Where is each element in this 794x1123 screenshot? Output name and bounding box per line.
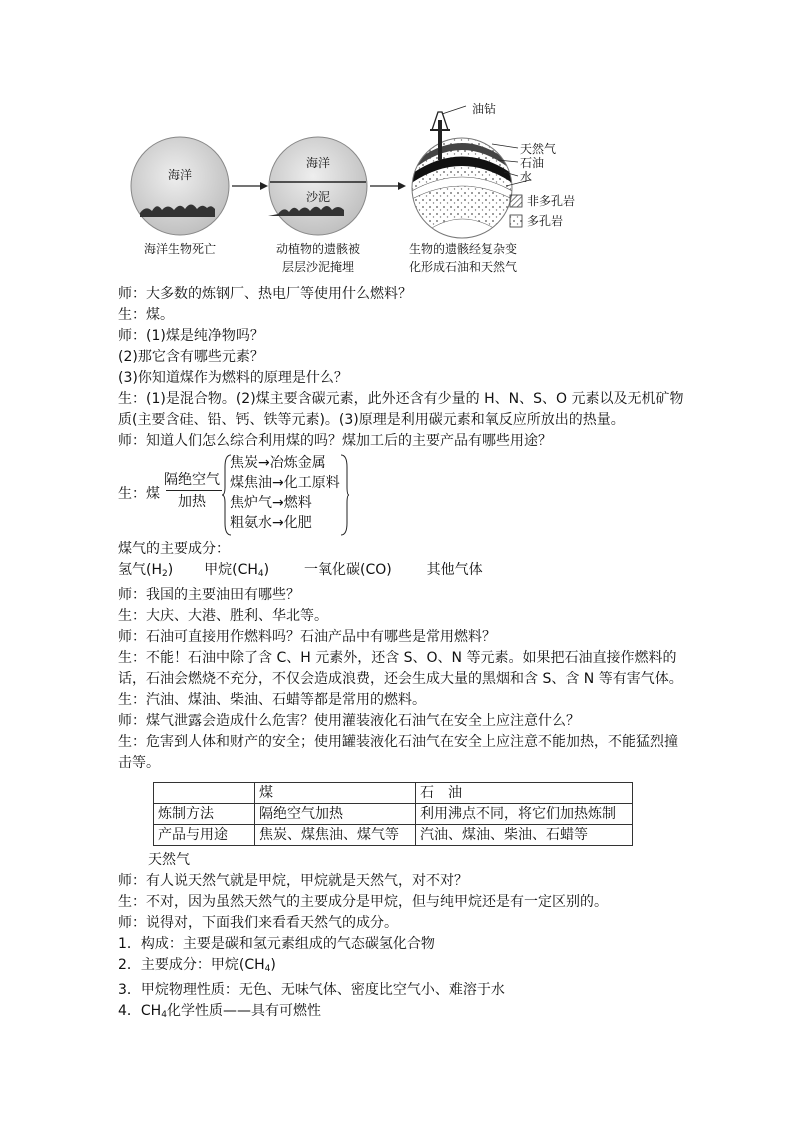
dialogue-line: 生：不对，因为虽然天然气的主要成分是甲烷，但与纯甲烷还是有一定区别的。 (118, 894, 608, 910)
section-heading: 天然气 (148, 852, 190, 868)
caption-stage-1: 海洋生物死亡 (143, 242, 216, 256)
list-item: 2．主要成分：甲烷$(CH_4)$ (118, 957, 276, 974)
dialogue-line: (2)那它含有哪些元素？ (118, 349, 264, 365)
dialogue-line: 师：有人说天然气就是甲烷，甲烷就是天然气，对不对？ (118, 873, 468, 889)
buried-circle (269, 137, 367, 235)
dialogue-line: 师：大多数的炼钢厂、热电厂等使用什么燃料？ (118, 286, 412, 302)
legend-porous-swatch (510, 215, 522, 227)
sea-circle (131, 137, 229, 235)
dialogue-line: 生：危害到人体和财产的安全；使用罐装液化石油气在安全上应注意不能加热，不能猛烈撞击等。 (118, 734, 678, 771)
table-row (154, 804, 633, 825)
table-header-cell (154, 783, 255, 804)
water-label: 水 (520, 170, 533, 184)
scheme-condition-1: 隔绝空气 (164, 472, 220, 488)
legend-nonporous-label: 非多孔岩 (527, 194, 576, 208)
dialogue-line: 生：不能！石油中除了含 C、H 元素外，还含 S、O、N 等元素。如果把石油直接作燃料的话，石油会燃烧不充分，不仅会造成浪费，还会生成大量的黑烟和含 S、含 N 等有害气体。 (118, 650, 683, 687)
dialogue-line: 煤气的主要成分： (118, 541, 230, 557)
dialogue-line: 生：煤。 (118, 307, 174, 323)
table-cell: 产品与用途 (154, 825, 255, 846)
scheme-product-2: 煤焦油→化工原料 (230, 475, 340, 491)
table-cell: 利用沸点不同，将它们加热炼制 (416, 804, 633, 825)
list-item: 4．$CH_4$化学性质——具有可燃性 (118, 1003, 321, 1020)
dialogue-line: 师：(1)煤是纯净物吗？ (118, 328, 264, 344)
oil-formation-figure (120, 100, 600, 275)
oil-rig-label: 油钻 (472, 102, 497, 116)
scheme-condition-2: 加热 (178, 494, 206, 510)
dialogue-line: 师：石油可直接用作燃料吗？石油产品中有哪些是常用燃料？ (118, 629, 496, 645)
scheme-product-4: 粗氨水→化肥 (230, 515, 312, 531)
scheme-prefix: 生：煤 (118, 486, 160, 502)
table-cell: 炼制方法 (154, 804, 255, 825)
legend-nonporous-swatch (510, 195, 522, 207)
table-cell: 焦炭、煤焦油、煤气等 (255, 825, 416, 846)
dialogue-line: 生：(1)是混合物。(2)煤主要含碳元素，此外还含有少量的 H、N、S、O 元素以及无机矿物质(主要含硅、铅、钙、铁等元素)。(3)原理是利用碳元素和氧反应所放出的热量。 (118, 391, 684, 428)
table-header-row (154, 783, 633, 804)
table-cell: 隔绝空气加热 (255, 804, 416, 825)
list-item: 3．甲烷物理性质：无色、无味气体、密度比空气小、难溶于水 (118, 982, 505, 998)
lesson-dialogue (118, 284, 688, 774)
dialogue-line: 师：说得对，下面我们来看看天然气的成分。 (118, 915, 398, 931)
dialogue-line: (3)你知道煤作为燃料的原理是什么？ (118, 370, 348, 386)
oil-label: 石油 (520, 156, 545, 170)
natural-gas-section (118, 850, 688, 1026)
coal-processing-scheme (118, 453, 688, 537)
dialogue-line: 生：汽油、煤油、柴油、石蜡等都是常用的燃料。 (118, 692, 426, 708)
caption-stage-2: 动植物的遗骸被 层层沙泥掩埋 (275, 242, 360, 274)
scheme-right-brace (340, 453, 350, 537)
dialogue-line: 师：煤气泄露会造成什么危害？使用灌装液化石油气在安全上应注意什么？ (118, 713, 580, 729)
table-row (154, 825, 633, 846)
scheme-product-1: 焦炭→冶炼金属 (230, 455, 326, 471)
table-header-cell: 煤 (255, 783, 416, 804)
legend-porous-label: 多孔岩 (527, 214, 564, 228)
gas-components: 氢气$(H_2)$ 甲烷$(CH_4)$ 一氧化碳(CO) 其他气体 (118, 562, 483, 579)
list-item: 1．构成：主要是碳和氢元素组成的气态碳氢化合物 (118, 936, 435, 952)
sand-label: 沙泥 (306, 190, 331, 204)
sea-label-2: 海洋 (306, 156, 331, 170)
table-header-cell: 石 油 (416, 783, 633, 804)
scheme-arrow-line (166, 490, 222, 491)
dialogue-line: 师：我国的主要油田有哪些？ (118, 587, 300, 603)
coal-oil-comparison-table (153, 782, 633, 846)
dialogue-line: 生：大庆、大港、胜利、华北等。 (118, 608, 328, 624)
dialogue-line: 师：知道人们怎么综合利用煤的吗？煤加工后的主要产品有哪些用途？ (118, 433, 552, 449)
table-cell: 汽油、煤油、柴油、石蜡等 (416, 825, 633, 846)
scheme-product-3: 焦炉气→燃料 (230, 495, 312, 511)
caption-stage-3: 生物的遗骸经复杂变 化形成石油和天然气 (408, 242, 517, 274)
sea-label: 海洋 (168, 168, 193, 182)
natural-gas-label: 天然气 (520, 142, 557, 156)
